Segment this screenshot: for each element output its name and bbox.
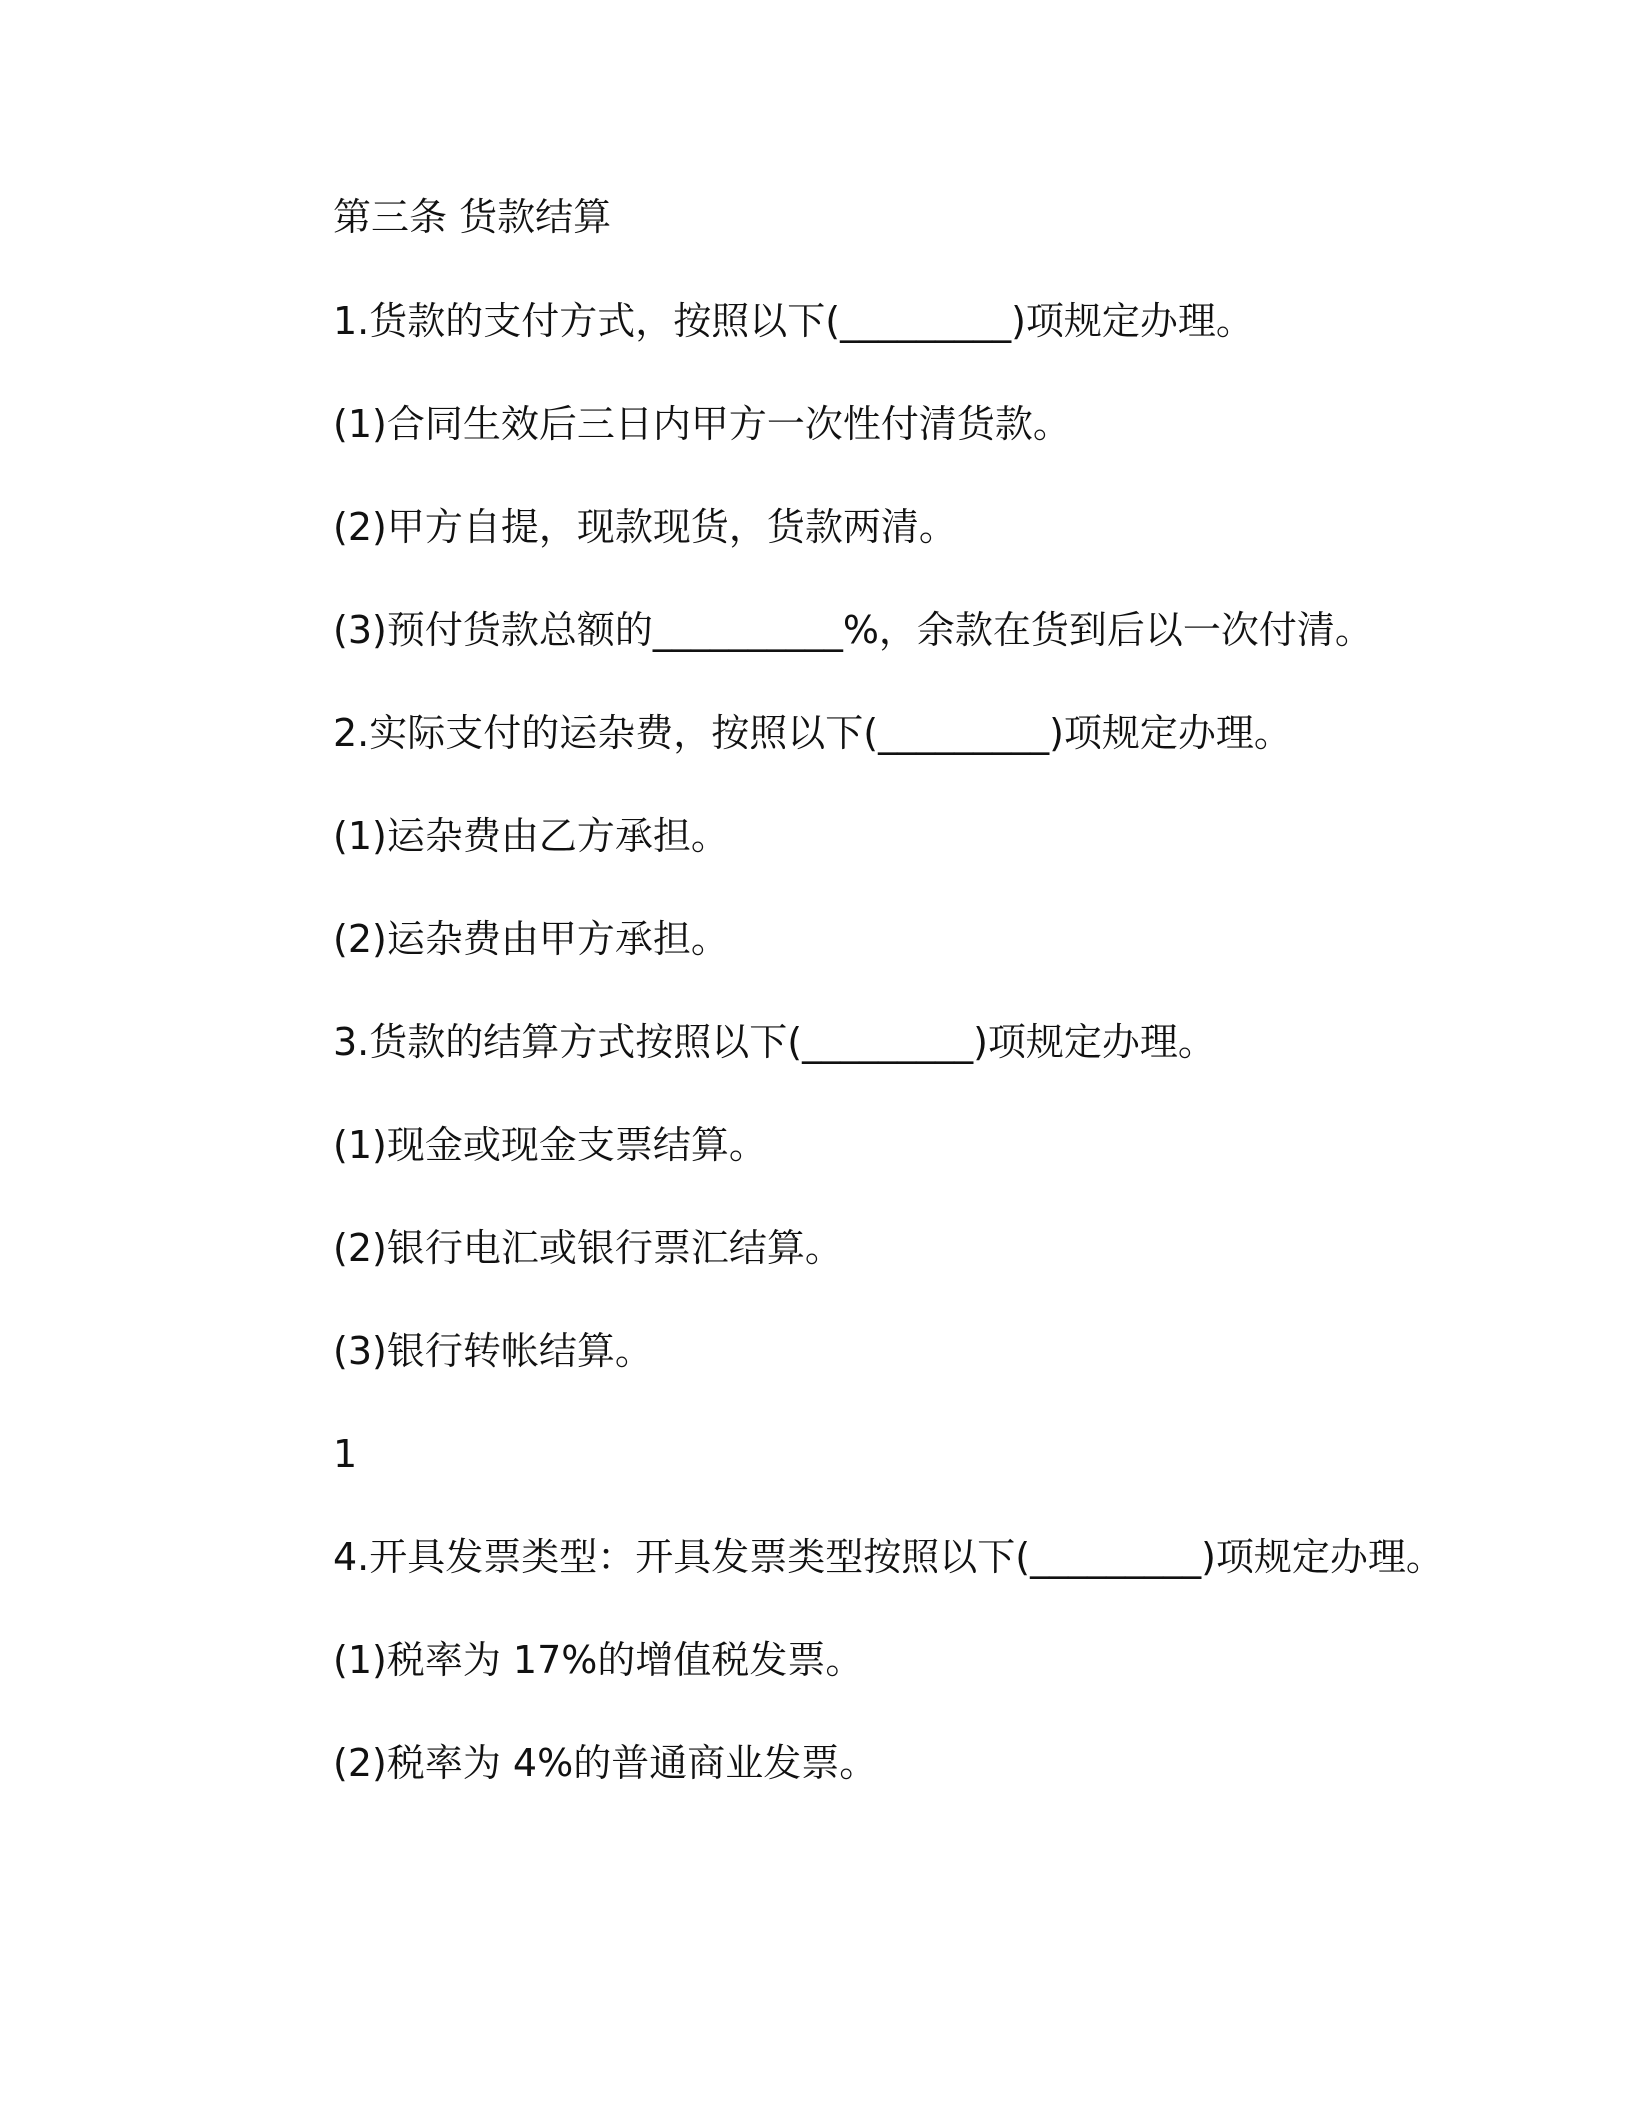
clause-1-option-1: (1)合同生效后三日内甲方一次性付清货款。 xyxy=(333,402,1071,446)
clause-2: 2.实际支付的运杂费，按照以下(_________)项规定办理。 xyxy=(333,711,1292,755)
clause-2-option-1: (1)运杂费由乙方承担。 xyxy=(333,814,729,858)
clause-4-option-1: (1)税率为 17%的增值税发票。 xyxy=(333,1638,864,1682)
clause-3-option-1: (1)现金或现金支票结算。 xyxy=(333,1123,767,1167)
clause-1-option-2: (2)甲方自提，现款现货，货款两清。 xyxy=(333,505,957,549)
clause-3-option-2: (2)银行电汇或银行票汇结算。 xyxy=(333,1226,843,1270)
clause-3: 3.货款的结算方式按照以下(_________)项规定办理。 xyxy=(333,1020,1216,1064)
clause-4-option-2: (2)税率为 4%的普通商业发票。 xyxy=(333,1741,878,1785)
page-number: 1 xyxy=(333,1432,358,1476)
section-heading: 第三条 货款结算 xyxy=(333,195,612,239)
clause-1-option-3: (3)预付货款总额的__________%，余款在货到后以一次付清。 xyxy=(333,608,1373,652)
clause-1: 1.货款的支付方式，按照以下(_________)项规定办理。 xyxy=(333,299,1254,343)
clause-4: 4.开具发票类型：开具发票类型按照以下(_________)项规定办理。 xyxy=(333,1535,1444,1579)
clause-2-option-2: (2)运杂费由甲方承担。 xyxy=(333,917,729,961)
clause-3-option-3: (3)银行转帐结算。 xyxy=(333,1329,653,1373)
